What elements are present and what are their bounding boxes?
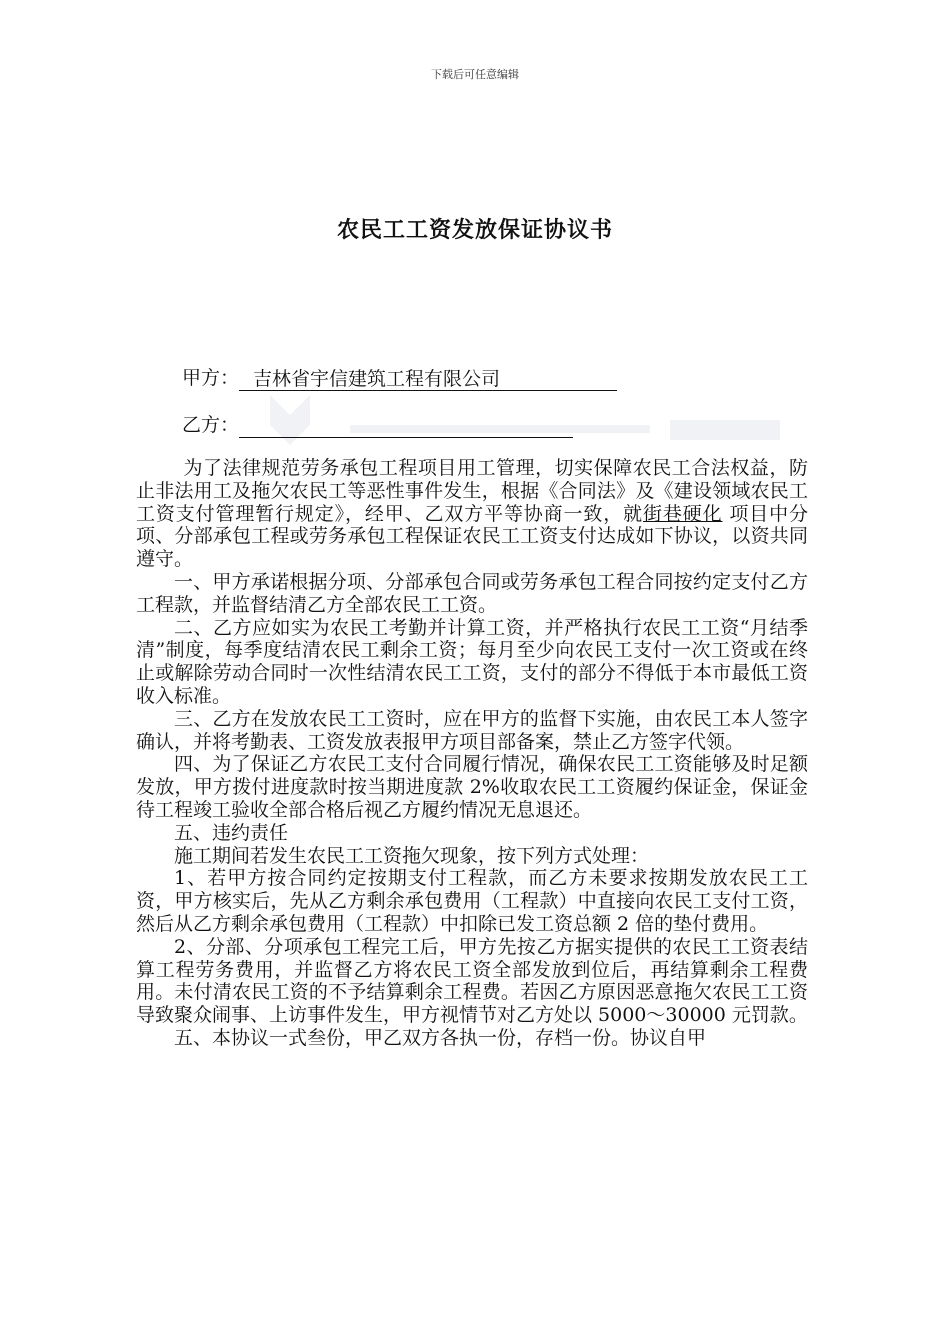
- clause-5-heading: 五、违约责任: [174, 821, 289, 844]
- party-a-line: [182, 365, 617, 391]
- clause-1: 一、甲方承诺根据分项、分部承包合同或劳务承包工程合同按约定支付乙方工程款，并监督结清乙方全部农民工工资。: [136, 570, 808, 616]
- breach-item-1: 1、若甲方按合同约定按期支付工程款，而乙方未要求按期发放农民工工资，甲方核实后，先从乙方剩余承包费用（工程款）中直接向农民工支付工资，然后从乙方剩余承包费用（工程款）中扣除已发工资总额 2 倍的垫付费用。: [136, 867, 808, 935]
- party-b-value: [239, 413, 573, 438]
- header-note: 下载后可任意编辑: [431, 68, 519, 81]
- party-a-label: 甲方：: [182, 367, 240, 389]
- intro-paragraph: 为了法律规范劳务承包工程项目用工管理，切实保障农民工合法权益，防止非法用工及拖欠农民工等恶性事件发生，根据《合同法》及《建设领域农民工工资支付管理暂行规定》，经甲、乙双方平等协商一致，就街巷硬化 项目中分项、分部承包工程或劳务承包工程保证农民工工资支付达成如下协议，以资共同遵守。: [136, 457, 808, 571]
- document-title: 农民工工资发放保证协议书: [336, 217, 613, 243]
- clause-2: 二、乙方应如实为农民工考勤并计算工资，并严格执行农民工工资“月结季清”制度，每季度结清农民工剩余工资；每月至少向农民工支付一次工资或在终止或解除劳动合同时一次性结清农民工工资，支付的部分不得低于本市最低工资收入标准。: [136, 616, 808, 707]
- project-name: 街巷硬化: [643, 502, 723, 525]
- final-clause: 五、本协议一式叁份，甲乙双方各执一份，存档一份。协议自甲: [174, 1026, 707, 1049]
- agreement-body: [136, 457, 808, 1050]
- clause-3: 三、乙方在发放农民工工资时，应在甲方的监督下实施，由农民工本人签字确认，并将考勤表、工资发放表报甲方项目部备案，禁止乙方签字代领。: [136, 707, 808, 753]
- clause-4: 四、为了保证乙方农民工支付合同履行情况，确保农民工工资能够及时足额发放，甲方拨付进度款时按当期进度款 2%收取农民工工资履约保证金，保证金待工程竣工验收全部合格后视乙方履约情况无息退还。: [136, 753, 808, 821]
- breach-item-2: 2、分部、分项承包工程完工后，甲方先按乙方据实提供的农民工工资表结算工程劳务费用，并监督乙方将农民工资全部发放到位后，再结算剩余工程费用。未付清农民工资的不予结算剩余工程费。若因乙方原因恶意拖欠农民工工资导致聚众闹事、上访事件发生，甲方视情节对乙方处以 5000～30000 元罚款。: [136, 935, 808, 1027]
- party-b-line: [182, 412, 573, 438]
- breach-intro: 施工期间若发生农民工工资拖欠现象，按下列方式处理：: [174, 844, 650, 867]
- party-a-value: 吉林省宇信建筑工程有限公司: [239, 366, 617, 391]
- party-b-label: 乙方：: [182, 414, 240, 436]
